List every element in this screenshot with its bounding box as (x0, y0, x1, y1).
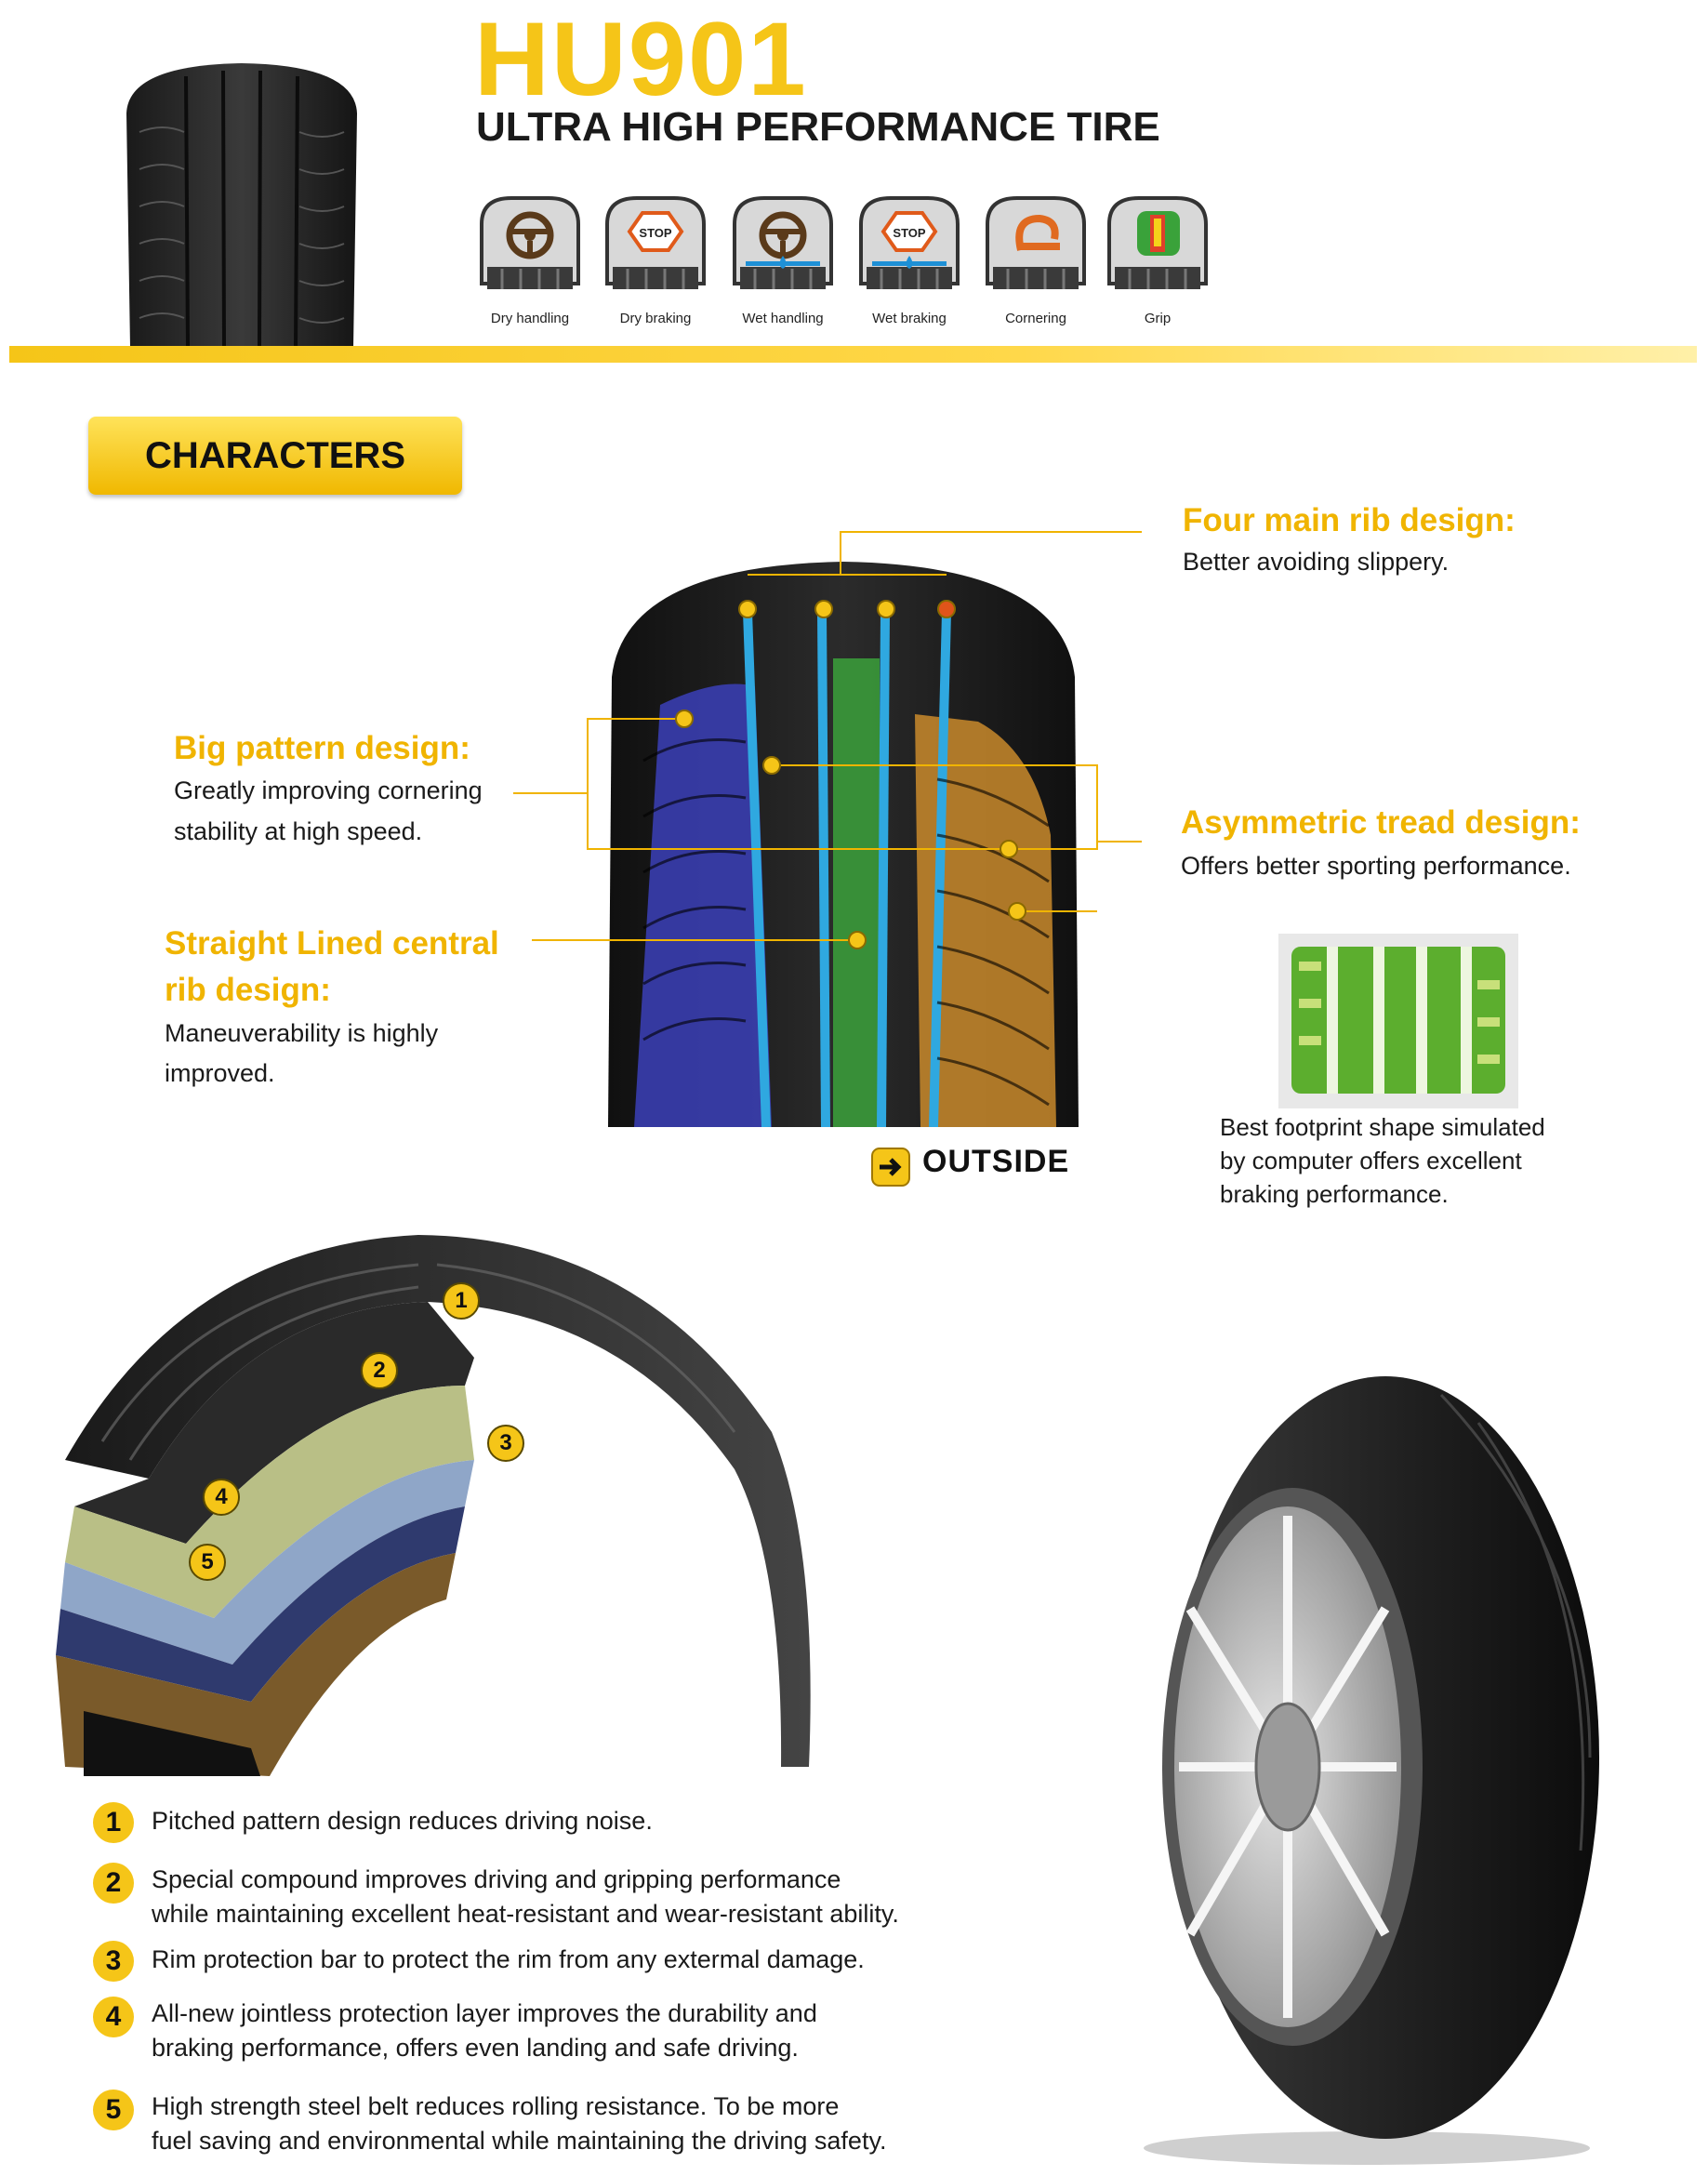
item-line: Special compound improves driving and gripping performance (152, 1865, 841, 1893)
item-line: All-new jointless protection layer improves the durability and (152, 1999, 817, 2027)
straight-rib-title-2: rib design: (165, 972, 331, 1008)
item-line: braking performance, offers even landing and safe driving. (152, 2033, 799, 2062)
big-pattern-desc-2: stability at high speed. (174, 817, 423, 845)
straight-rib-desc-2: improved. (165, 1059, 275, 1087)
feature-label: Dry braking (619, 311, 692, 326)
footprint-simulation (1278, 934, 1518, 1108)
cross-section-marker-5: 5 (189, 1544, 226, 1581)
product-subtitle: ULTRA HIGH PERFORMANCE TIRE (476, 104, 1160, 150)
tire-wheel-photo (1106, 1367, 1609, 2167)
footprint-note-line-2: by computer offers excellent (1220, 1146, 1522, 1174)
four-rib-title: Four main rib design: (1183, 502, 1516, 538)
footprint-note-line-3: braking performance. (1220, 1179, 1449, 1208)
item-text-5 (152, 2090, 886, 2158)
svg-text:STOP: STOP (639, 226, 672, 240)
item-text-4 (152, 1997, 817, 2065)
asymmetric-desc: Offers better sporting performance. (1181, 852, 1571, 880)
straight-rib-desc-1: Maneuverability is highly (165, 1019, 439, 1047)
item-text-3 (152, 1943, 865, 1977)
item-number-2: 2 (93, 1863, 134, 1904)
item-line: fuel saving and environmental while maintaining the driving safety. (152, 2126, 887, 2155)
item-number-1: 1 (93, 1802, 134, 1843)
feature-label: Wet braking (872, 311, 947, 326)
item-text-2 (152, 1863, 899, 1931)
model-name: HU901 (474, 1, 808, 117)
tire-cross-section (46, 1227, 818, 1776)
footprint-note (1220, 1111, 1610, 1212)
characters-heading: CHARACTERS (88, 417, 462, 495)
item-line: while maintaining excellent heat-resistant and wear-resistant ability. (152, 1899, 899, 1928)
straight-rib-title-1: Straight Lined central (165, 925, 499, 962)
feature-label: Grip (1144, 311, 1172, 326)
feature-label: Cornering (1005, 311, 1066, 326)
item-text-1 (152, 1804, 653, 1838)
item-line: High strength steel belt reduces rolling resistance. To be more (152, 2092, 840, 2120)
item-line: Pitched pattern design reduces driving noise. (152, 1807, 653, 1835)
item-number-5: 5 (93, 2090, 134, 2130)
cross-section-marker-1: 1 (443, 1282, 480, 1320)
cross-section-marker-2: 2 (361, 1352, 398, 1389)
svg-text:STOP: STOP (893, 226, 926, 240)
feature-label: Dry handling (490, 311, 570, 326)
item-line: Rim protection bar to protect the rim from any extermal damage. (152, 1945, 865, 1973)
big-pattern-title: Big pattern design: (174, 730, 470, 766)
big-pattern-desc-1: Greatly improving cornering (174, 776, 483, 804)
feature-label: Wet handling (742, 311, 824, 326)
outside-label: OUTSIDE (922, 1144, 1070, 1179)
footprint-note-line-1: Best footprint shape simulated (1220, 1113, 1545, 1141)
cross-section-marker-4: 4 (203, 1479, 240, 1516)
cross-section-marker-3: 3 (487, 1425, 524, 1462)
four-rib-desc: Better avoiding slippery. (1183, 548, 1450, 576)
item-number-4: 4 (93, 1997, 134, 2037)
asymmetric-title: Asymmetric tread design: (1181, 804, 1581, 841)
item-number-3: 3 (93, 1941, 134, 1982)
outside-arrow-icon (870, 1147, 911, 1188)
